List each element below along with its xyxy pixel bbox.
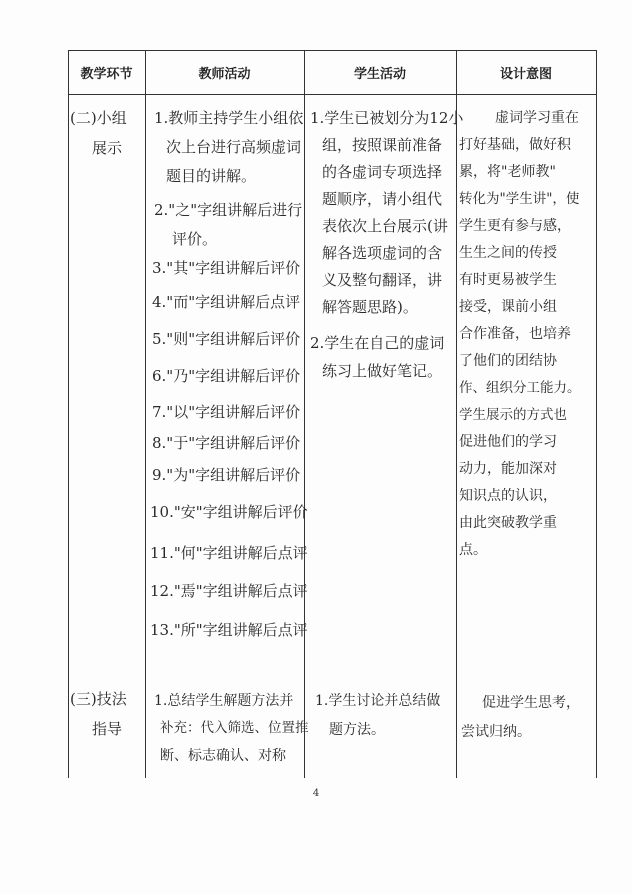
intent-line: 合作准备，也培养 [459, 326, 571, 342]
header-intent: 设计意图 [499, 66, 552, 82]
teacher-line: 2."之"字组讲解后进行 [154, 201, 303, 219]
student-line: 的各虚词专项选择 [322, 163, 443, 181]
teacher-line: 次上台进行高频虚词 [166, 138, 302, 156]
teacher-line: 4."而"字组讲解后点评 [152, 293, 301, 311]
intent-line: 生生之间的传授 [459, 245, 557, 261]
col-divider-3 [456, 50, 457, 778]
intent-line: 知识点的认识， [459, 488, 557, 504]
intent-line: 点。 [459, 542, 487, 558]
intent-line: 学生展示的方式也 [459, 407, 567, 423]
student-line: 题方法。 [329, 722, 385, 738]
col-divider-2 [304, 50, 305, 778]
student-line: 练习上做好笔记。 [322, 362, 443, 380]
teacher-line: 7."以"字组讲解后评价 [152, 403, 301, 421]
teacher-line: 评价。 [172, 230, 218, 248]
header-student: 学生活动 [353, 66, 406, 82]
student-line: 义及整句翻译，讲 [322, 271, 443, 289]
intent-line: 促进学生思考， [482, 695, 580, 711]
teacher-line: 11."何"字组讲解后点评 [150, 544, 308, 562]
student-line: 2.学生在自己的虚词 [310, 334, 445, 352]
intent-line: 有时更易被学生 [459, 272, 557, 288]
table-right-border [596, 50, 597, 778]
col-divider-1 [145, 50, 146, 778]
section3-stage: (三)技法 指导 [70, 690, 127, 738]
intent-line: 打好基础，做好积 [459, 137, 571, 153]
teacher-line: 1.教师主持学生小组依 [154, 109, 304, 127]
teacher-line: 8."于"字组讲解后评价 [152, 434, 301, 452]
student-line: 1.学生已被划分为12小 [310, 109, 464, 127]
intent-line: 作、组织分工能力。 [459, 380, 581, 396]
teacher-line: 题目的讲解。 [166, 167, 257, 185]
section2-stage: (二)小组 展示 [70, 109, 127, 157]
intent-line: 累，将"老师教" [459, 164, 556, 180]
teacher-line: 1.总结学生解题方法并 [154, 693, 294, 709]
intent-line: 促进他们的学习 [459, 434, 557, 450]
intent-line: 了他们的团结协 [459, 353, 557, 369]
intent-line: 转化为"学生讲"，使 [459, 191, 580, 207]
table-left-border [68, 50, 69, 778]
intent-line: 动力，能加深对 [459, 461, 557, 477]
page-number: 4 [312, 788, 320, 799]
student-line: 1.学生讨论并总结做 [315, 693, 441, 709]
intent-line: 接受，课前小组 [459, 299, 557, 315]
header-stage: 教学环节 [80, 66, 133, 82]
student-line: 解答题思路)。 [322, 298, 418, 316]
intent-line: 学生更有参与感， [459, 218, 571, 234]
intent-line: 虚词学习重在 [495, 110, 579, 126]
header-teacher: 教师活动 [198, 66, 251, 82]
teacher-line: 12."焉"字组讲解后点评 [150, 582, 308, 600]
student-line: 表依次上台展示(讲 [322, 217, 448, 235]
intent-line: 由此突破教学重 [459, 515, 557, 531]
teacher-line: 10."安"字组讲解后评价 [150, 503, 308, 521]
teacher-line: 9."为"字组讲解后评价 [152, 466, 301, 484]
student-line: 解各选项虚词的含 [322, 244, 443, 262]
intent-line: 尝试归纳。 [461, 724, 531, 740]
teacher-line: 6."乃"字组讲解后评价 [152, 367, 301, 385]
teacher-line: 5."则"字组讲解后评价 [152, 330, 301, 348]
teacher-line: 断、标志确认、对称 [160, 748, 286, 764]
student-line: 题顺序，请小组代 [322, 190, 443, 208]
student-line: 组，按照课前准备 [322, 136, 443, 154]
header-bottom-border [68, 94, 596, 95]
teacher-line: 3."其"字组讲解后评价 [152, 259, 301, 277]
teacher-line: 13."所"字组讲解后点评 [150, 621, 308, 639]
teacher-line: 补充：代入筛选、位置推 [160, 720, 309, 736]
